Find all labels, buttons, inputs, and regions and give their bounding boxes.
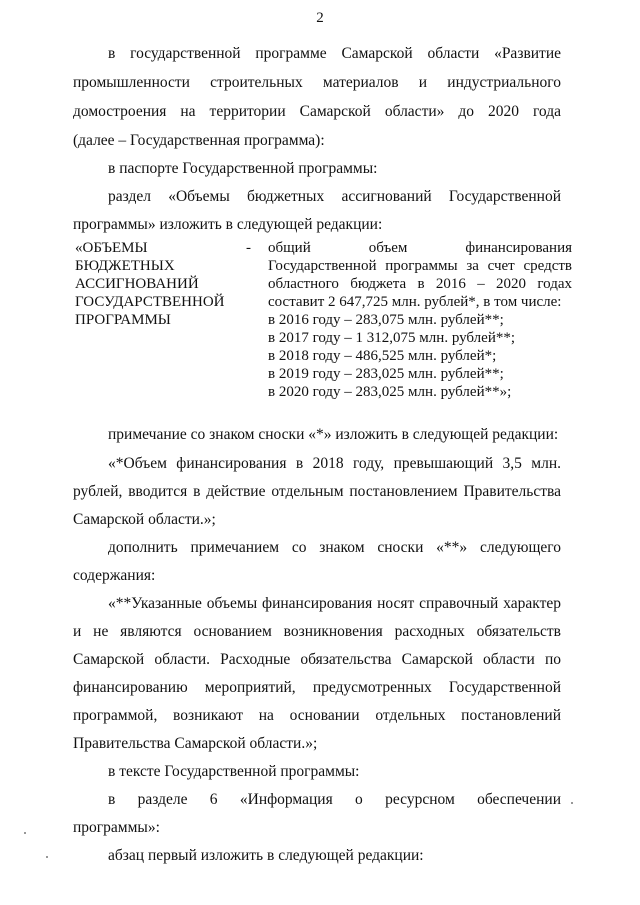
scan-speck — [24, 832, 26, 834]
passport-table-content — [268, 239, 572, 401]
note2-line-2: и не являются основанием возникновения расходных обязательств — [73, 623, 561, 640]
passport-year-line: в 2019 году – 283,025 млн. рублей**; — [268, 366, 504, 382]
passport-year-line: в 2020 году – 283,025 млн. рублей**»; — [268, 384, 512, 400]
intro-line-1: в государственной программе Самарской области «Развитие — [108, 45, 561, 62]
paragraph-intro: абзац первый изложить в следующей редакции: — [108, 847, 424, 864]
passport-content-line: областного бюджета в 2016 – 2020 годах — [268, 276, 572, 292]
intro-line-3: домостроения на территории Самарской области» до 2020 года — [73, 103, 561, 120]
note2-line-1: «**Указанные объемы финансирования носят справочный характер — [108, 595, 561, 612]
passport-heading-line: ПРОГРАММЫ — [75, 312, 171, 328]
passport-year-line: в 2017 году – 1 312,075 млн. рублей**; — [268, 330, 516, 346]
note2-line-5: программой, возникают на основании отдельных постановлений — [73, 707, 561, 724]
note1-line-2: рублей, вводится в действие отдельным постановлением Правительства — [73, 483, 561, 500]
note2-line-6: Правительства Самарской области.»; — [73, 735, 318, 752]
note1-line-3: Самарской области.»; — [73, 511, 216, 528]
note2-line-4: финансированию мероприятий, предусмотренных Государственной — [73, 679, 561, 696]
note1-intro: примечание со знаком сноски «*» изложить в следующей редакции: — [108, 426, 559, 443]
note2-intro-line-1: дополнить примечанием со знаком сноски «**» следующего — [108, 539, 561, 556]
passport-heading-line: «ОБЪЕМЫ — [75, 240, 148, 256]
passport-content-line: составит 2 647,725 млн. рублей*, в том числе: — [268, 294, 562, 310]
intro-line-2: промышленности строительных материалов и индустриального — [73, 74, 561, 91]
scan-speck — [46, 856, 48, 858]
passport-year-line: в 2018 году – 486,525 млн. рублей*; — [268, 348, 497, 364]
note2-line-3: Самарской области. Расходные обязательства Самарской области по — [73, 651, 561, 668]
passport-heading-line: ГОСУДАРСТВЕННОЙ — [75, 294, 225, 310]
passport-content-line: общий объем финансирования — [268, 240, 572, 256]
section6-line-1: в разделе 6 «Информация о ресурсном обеспечении — [108, 791, 561, 808]
passport-heading-line: БЮДЖЕТНЫХ — [75, 258, 175, 274]
section6-line-2: программы»: — [73, 819, 160, 836]
section-line-2: программы» изложить в следующей редакции: — [73, 216, 383, 233]
note2-intro-line-2: содержания: — [73, 567, 156, 584]
passport-dash: - — [246, 240, 251, 256]
passport-content-line: Государственной программы за счет средств — [268, 258, 572, 274]
passport-intro: в паспорте Государственной программы: — [108, 160, 378, 177]
passport-heading-line: АССИГНОВАНИЙ — [75, 276, 199, 292]
text-intro: в тексте Государственной программы: — [108, 763, 360, 780]
page-number: 2 — [316, 10, 324, 26]
scan-speck — [571, 802, 573, 804]
passport-table-heading — [75, 239, 245, 329]
intro-line-4: (далее – Государственная программа): — [73, 132, 325, 149]
note1-line-1: «*Объем финансирования в 2018 году, превышающий 3,5 млн. — [108, 455, 561, 472]
passport-year-line: в 2016 году – 283,075 млн. рублей**; — [268, 312, 504, 328]
section-line-1: раздел «Объемы бюджетных ассигнований Государственной — [108, 188, 561, 205]
